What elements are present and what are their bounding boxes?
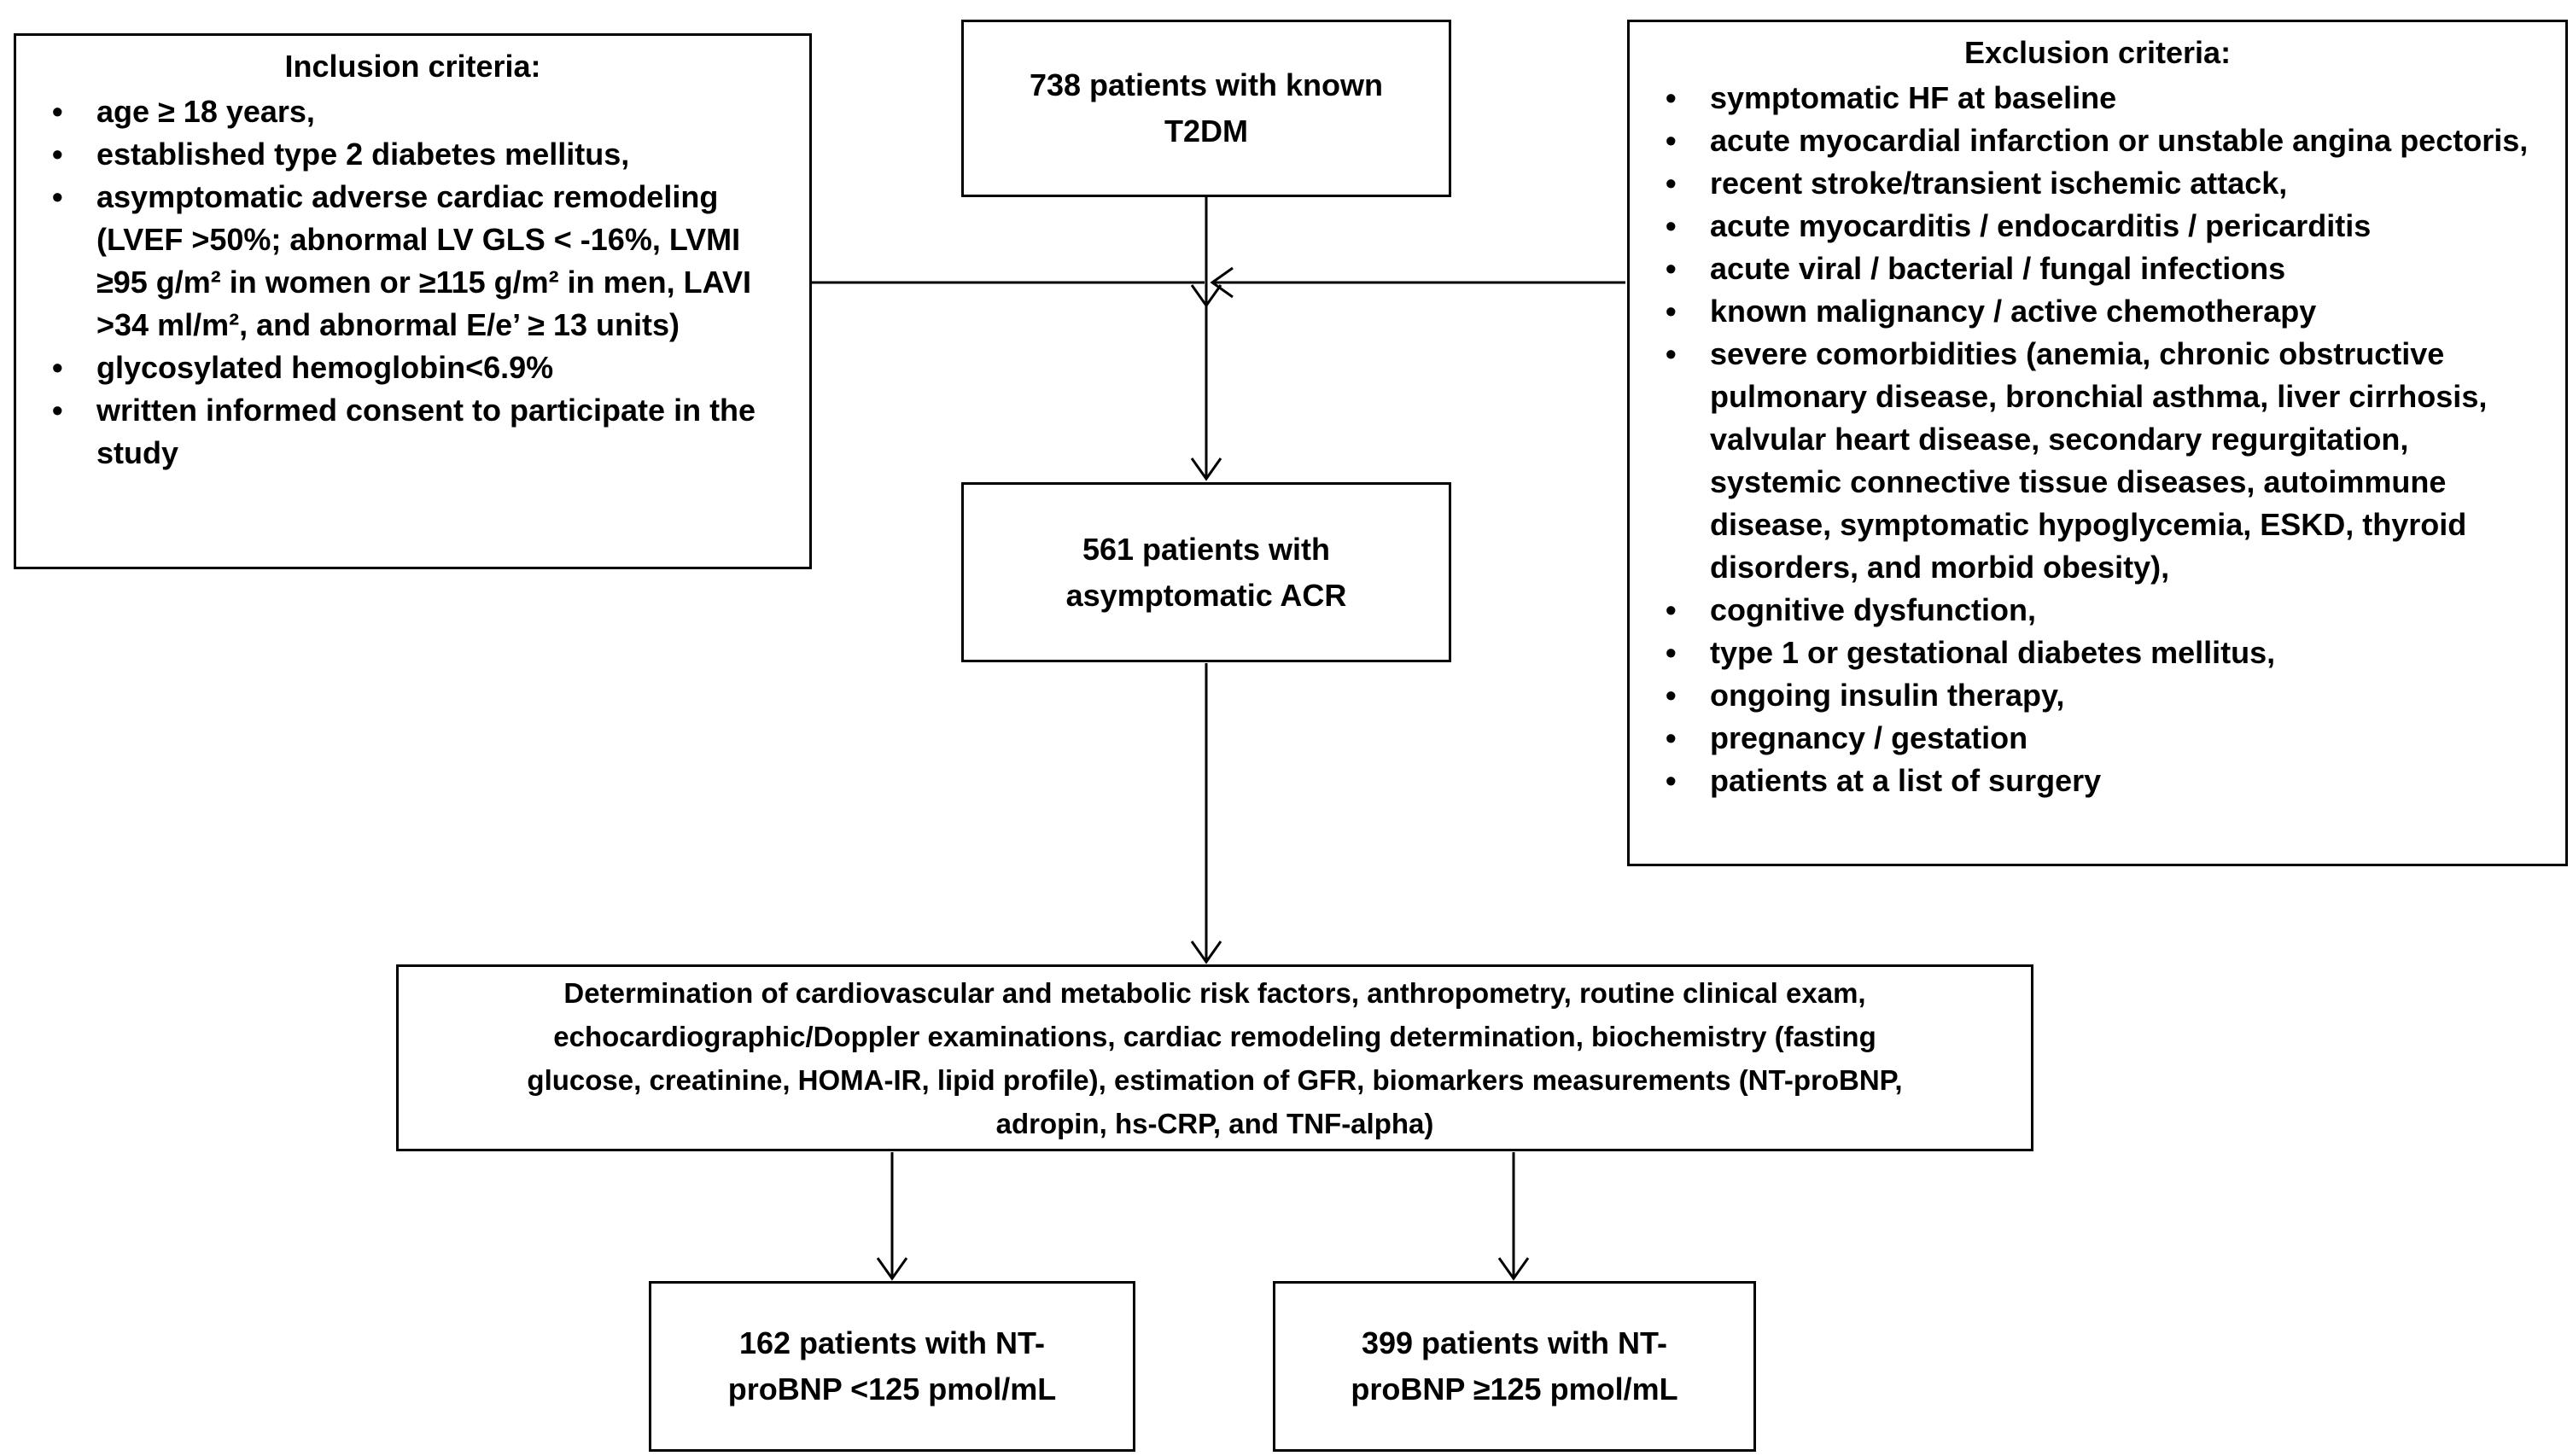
exclusion-criteria-title: Exclusion criteria: — [1963, 35, 2232, 70]
exclusion-item: • ongoing insulin therapy, — [1650, 674, 2545, 717]
node-text-line: glucose, creatinine, HOMA-IR, lipid profile), estimation of GFR, biomarkers measurements (NT-proBNP, — [527, 1063, 1903, 1096]
node-text-line: 738 patients with known — [1029, 67, 1384, 102]
node-162-patients-ntprobnp-low — [649, 1281, 1135, 1452]
inclusion-item: • glycosylated hemoglobin<6.9% — [37, 347, 789, 389]
exclusion-item: • recent stroke/transient ischemic attack, — [1650, 162, 2545, 205]
inclusion-item: • written informed consent to participate in the study — [37, 389, 789, 475]
node-738-patients-t2dm — [961, 20, 1451, 197]
inclusion-criteria-list — [37, 90, 789, 475]
exclusion-item: • cognitive dysfunction, — [1650, 589, 2545, 632]
exclusion-item: • severe comorbidities (anemia, chronic obstructive pulmonary disease, bronchial asthma, liver cirrhosis, valvular heart disease, secondary regurgitation, systemic connective tissue diseases, autoimmune disease, symptomatic hypoglycemia, ESKD, thyroid disorders, and morbid obesity), — [1650, 333, 2545, 589]
inclusion-criteria-box — [14, 33, 812, 569]
exclusion-criteria-box — [1627, 20, 2568, 866]
arrowhead-left-junction — [1212, 268, 1233, 297]
exclusion-item: • patients at a list of surgery — [1650, 760, 2545, 802]
node-determination-of-measurements — [396, 964, 2033, 1151]
node-text-line: 561 patients with — [1082, 531, 1331, 567]
exclusion-item: • acute myocarditis / endocarditis / pericarditis — [1650, 205, 2545, 248]
exclusion-item: • acute myocardial infarction or unstable angina pectoris, — [1650, 119, 2545, 162]
node-399-patients-ntprobnp-high — [1273, 1281, 1756, 1452]
node-561-patients-acr — [961, 482, 1451, 662]
arrowhead-down-bottom-right — [1499, 1258, 1528, 1278]
arrowhead-down-determination — [1192, 941, 1221, 962]
arrowhead-down-bottom-left — [878, 1258, 907, 1278]
node-text-line: 162 patients with NT- — [738, 1325, 1046, 1360]
inclusion-criteria-title: Inclusion criteria: — [284, 49, 541, 84]
arrowhead-down-middle — [1192, 458, 1221, 479]
node-text-line: asymptomatic ACR — [1065, 577, 1347, 613]
exclusion-item: • symptomatic HF at baseline — [1650, 77, 2545, 119]
exclusion-item: • acute viral / bacterial / fungal infections — [1650, 248, 2545, 290]
node-text-line: T2DM — [1164, 114, 1248, 149]
node-text-line: proBNP <125 pmol/mL — [727, 1372, 1057, 1406]
inclusion-item: • age ≥ 18 years, — [37, 90, 789, 133]
node-text-line: echocardiographic/Doppler examinations, cardiac remodeling determination, biochemistry (fasting — [553, 1020, 1876, 1052]
inclusion-item: • established type 2 diabetes mellitus, — [37, 133, 789, 176]
exclusion-item: • pregnancy / gestation — [1650, 717, 2545, 760]
node-text-line: adropin, hs-CRP, and TNF-alpha) — [995, 1107, 1434, 1139]
exclusion-item: • known malignancy / active chemotherapy — [1650, 290, 2545, 333]
exclusion-criteria-list — [1650, 77, 2545, 802]
inclusion-item: • asymptomatic adverse cardiac remodeling (LVEF >50%; abnormal LV GLS < -16%, LVMI ≥95 g/m² in women or ≥115 g/m² in men, LAVI >34 ml/m², and abnormal E/e’ ≥ 13 units) — [37, 176, 789, 347]
arrowhead-down-junction — [1192, 285, 1221, 306]
node-text-line: proBNP ≥125 pmol/mL — [1351, 1372, 1678, 1406]
exclusion-item: • type 1 or gestational diabetes mellitus, — [1650, 632, 2545, 674]
node-text-line: Determination of cardiovascular and metabolic risk factors, anthropometry, routine clinical exam, — [563, 976, 1866, 1009]
node-text-line: 399 patients with NT- — [1361, 1325, 1668, 1360]
